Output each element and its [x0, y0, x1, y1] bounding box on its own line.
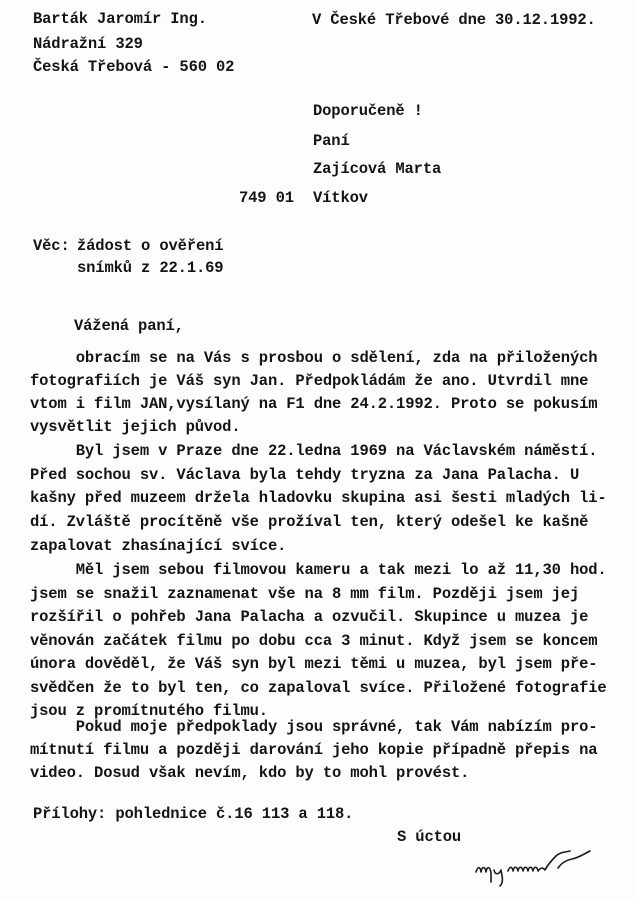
sender-street: Nádražní 329 — [33, 35, 143, 53]
paragraph-line: věnován začátek filmu po dobu cca 3 minut. Když jsem se koncem — [30, 631, 598, 650]
paragraph — [30, 440, 607, 558]
paragraph-line: fotografiích je Váš syn Jan. Předpokládám že ano. Utvrdil mne — [30, 372, 589, 390]
sender-name: Barták Jaromír Ing. — [33, 10, 207, 28]
recipient-postal-code: 749 01 — [239, 189, 294, 207]
paragraph — [30, 559, 607, 724]
recipient-title: Paní — [313, 132, 350, 150]
sender-city: Česká Třebová - 560 02 — [33, 58, 235, 76]
paragraph-line: jsou z promítnutého filmu. — [30, 702, 268, 720]
paragraph-line: kašny před muzeem držela hladovku skupina asi šesti mladých li- — [30, 489, 607, 508]
paragraph-line: února dověděl, že Váš syn byl mezi těmi u muzea, byl jsem pře- — [30, 655, 598, 673]
paragraph-line: svědčen že to byl ten, co zapaloval svíce. Přiložené fotografie — [30, 678, 607, 697]
paragraph-line: vtom i film JAN,vysílaný na F1 dne 24.2.1992. Proto se pokusím — [30, 395, 598, 413]
paragraph-line: vysvětlit jejich původ. — [30, 418, 241, 436]
paragraph-line: zapalovat zhasínající svíce. — [30, 536, 287, 555]
recipient-city: Vítkov — [313, 189, 368, 207]
subject-line: snímků z 22.1.69 — [77, 259, 224, 277]
registered-mail-note: Doporučeně ! — [313, 102, 423, 120]
handwritten-signature — [470, 840, 600, 890]
closing: S úctou — [397, 828, 462, 846]
paragraph-line: dí. Zvláště procítěně vše prožíval ten, který odešel ke kašně — [30, 513, 589, 532]
paragraph — [30, 347, 597, 439]
recipient-name: Zajícová Marta — [313, 160, 442, 178]
attachments-line: Přílohy: pohlednice č.16 113 a 118. — [33, 805, 354, 823]
paragraph-line: video. Dosud však nevím, kdo by to mohl provést. — [30, 764, 470, 782]
paragraph-line: Před sochou sv. Václava byla tehdy tryzna za Jana Palacha. U — [30, 465, 580, 484]
paragraph-line: mítnutí filmu a později darování jeho kopie případně přepis na — [30, 741, 598, 759]
paragraph-line: jsem se snažil zaznamenat vše na 8 mm film. Později jsem jej — [30, 584, 580, 603]
paragraph-line: Pokud moje předpoklady jsou správné, tak Vám nabízím pro- — [30, 718, 598, 736]
paragraph-line: Byl jsem v Praze dne 22.ledna 1969 na Václavském náměstí. — [30, 442, 598, 460]
paragraph-line: rozšířil o pohřeb Jana Palacha a ozvučil. Skupince u muzea je — [30, 608, 589, 626]
greeting: Vážená paní, — [74, 317, 184, 335]
subject-label: Věc: — [33, 237, 70, 255]
paragraph-line: Měl jsem sebou filmovou kameru a tak mezi lo až 11,30 hod. — [30, 561, 607, 579]
subject-line: žádost o ověření — [77, 237, 224, 255]
paragraph-line: obracím se na Vás s prosbou o sdělení, zda na přiložených — [30, 349, 598, 367]
place-date: V České Třebové dne 30.12.1992. — [312, 11, 596, 29]
paragraph — [30, 716, 597, 785]
